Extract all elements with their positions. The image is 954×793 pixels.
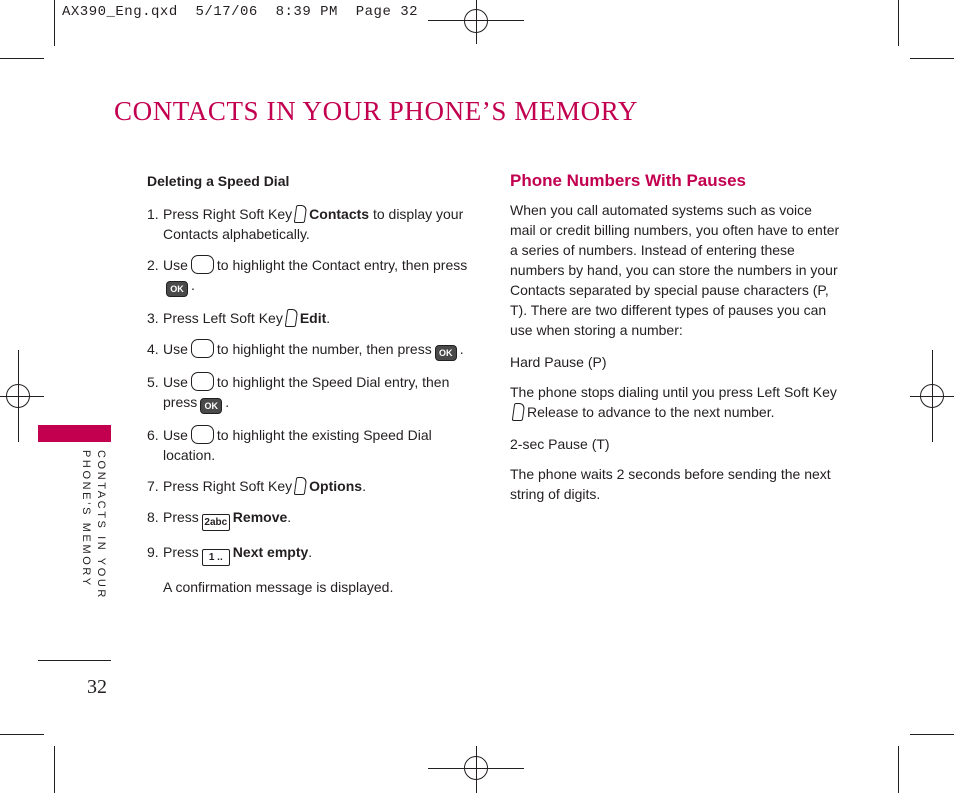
- navigation-key-icon: [191, 255, 214, 274]
- right-soft-key-icon: [294, 205, 308, 223]
- hard-pause-text: The phone stops dialing until you press Left Soft Key Release to advance to the next number.: [510, 384, 837, 420]
- section-heading: Deleting a Speed Dial: [147, 173, 290, 189]
- left-soft-key-icon: [512, 403, 526, 421]
- page-title: CONTACTS IN YOUR PHONE’S MEMORY: [114, 96, 638, 126]
- side-tab-label: CONTACTS IN YOUR PHONE’S MEMORY: [80, 450, 107, 600]
- hard-pause-title: Hard Pause (P): [510, 354, 607, 370]
- navigation-key-icon: [191, 425, 214, 444]
- key-1-icon: 1 ..: [202, 549, 230, 566]
- intro-paragraph: When you call automated systems such as voice mail or credit billing numbers, you often have to enter a series of numbers. Instead of entering these numbers by hand, you can store the numbers in your Contacts separated by special pause characters (P, T). There are two different types of pauses you can use when storing a number:: [510, 202, 840, 338]
- step-4: 4. Use to highlight the number, then press OK .: [147, 339, 477, 361]
- footer-rule: [38, 660, 111, 661]
- right-soft-key-icon: [294, 477, 308, 495]
- side-tab-bar: [38, 425, 111, 442]
- step-8: 8. Press 2abc Remove.: [147, 507, 477, 531]
- step-1: 1. Press Right Soft Key Contacts to display your Contacts alphabetically.: [147, 206, 464, 242]
- navigation-key-icon: [191, 372, 214, 391]
- step-6: 6. Use to highlight the existing Speed Dial location.: [147, 427, 432, 463]
- left-column: [147, 168, 477, 597]
- step-9: 9. Press 1 .. Next empty.: [147, 542, 477, 566]
- ok-key-icon: OK: [435, 345, 457, 361]
- page-number: 32: [87, 676, 107, 698]
- key-2-icon: 2abc: [202, 514, 230, 531]
- confirmation-note: A confirmation message is displayed.: [163, 579, 394, 595]
- ok-key-icon: OK: [166, 281, 188, 297]
- right-column: [510, 168, 840, 516]
- step-3: 3. Press Left Soft Key Edit.: [147, 310, 331, 326]
- left-soft-key-icon: [285, 309, 299, 327]
- navigation-key-icon: [191, 339, 214, 358]
- print-slug: AX390_Eng.qxd 5/17/06 8:39 PM Page 32: [62, 4, 419, 20]
- step-5: 5. Use to highlight the Speed Dial entry, then press OK .: [147, 372, 477, 414]
- step-2: 2. Use to highlight the Contact entry, then pressOK .: [147, 255, 477, 297]
- two-sec-pause-text: The phone waits 2 seconds before sending the next string of digits.: [510, 466, 831, 502]
- ok-key-icon: OK: [200, 398, 222, 414]
- two-sec-pause-title: 2-sec Pause (T): [510, 436, 610, 452]
- step-7: 7. Press Right Soft Key Options.: [147, 478, 366, 494]
- section-heading: Phone Numbers With Pauses: [510, 171, 747, 190]
